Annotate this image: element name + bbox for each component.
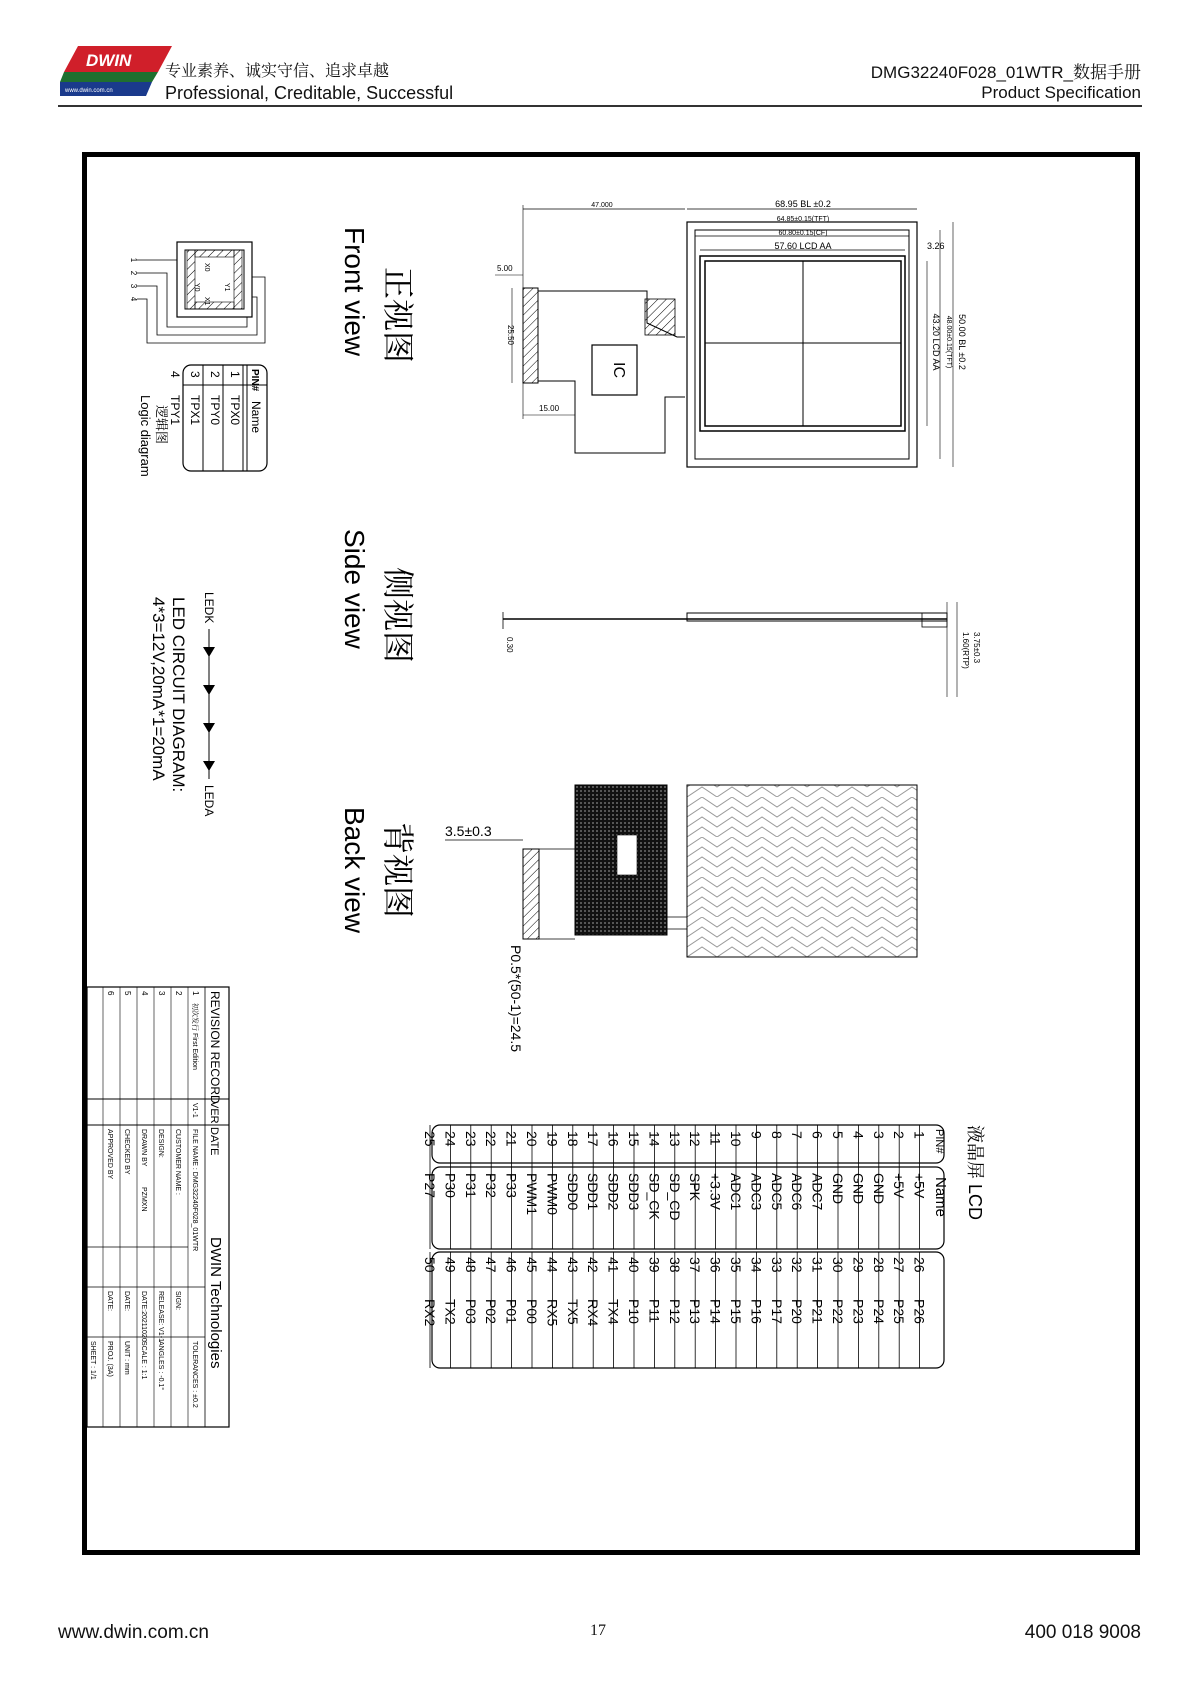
lcd-pin-36-number: 36	[707, 1257, 724, 1273]
tb-design: DESIGN:	[157, 1129, 164, 1158]
tb-rev-3: 3	[157, 991, 166, 996]
lcd-pin-32-name: P20	[789, 1299, 806, 1324]
lcd-pin-49-name: TX2	[442, 1299, 459, 1325]
lcd-pin-44-name: RX5	[544, 1299, 561, 1327]
tb-tolerances: TOLERANCES : ±0.2	[191, 1341, 198, 1408]
logic-caption-en: Logic diagram	[138, 395, 153, 477]
logic-row-1-name: TPX0	[228, 395, 242, 426]
dim-lcd-aa-height: 43.20 LCD AA	[931, 313, 941, 371]
lcd-pin-8-name: ADC5	[768, 1173, 785, 1211]
lcd-pin-7-name: ADC6	[789, 1173, 806, 1211]
tb-ver: VER	[208, 1101, 220, 1124]
lcd-pin-43-name: TX5	[564, 1299, 581, 1325]
lcd-pin-6-name: ADC7	[809, 1173, 826, 1211]
logic-label-x0: X0	[203, 263, 210, 272]
lcd-pin-23-number: 23	[462, 1131, 479, 1147]
lcd-pin-38-name: P12	[666, 1299, 683, 1324]
lcd-pin-15-number: 15	[626, 1131, 642, 1147]
lcd-pin-16-name: SDD2	[605, 1173, 622, 1211]
tb-release: RELEASE: V1-1	[157, 1291, 164, 1342]
logic-row-4-pin: 4	[168, 371, 182, 378]
dim-fpc-thickness: 0.30	[505, 637, 514, 653]
dim-fpc-tail: 15.00	[539, 404, 560, 413]
lcd-pin-22-number: 22	[483, 1131, 500, 1147]
footer-page-number: 17	[590, 1622, 606, 1639]
side-view	[339, 529, 981, 697]
lcd-pin-47-name: P02	[483, 1299, 500, 1324]
lcd-pin-18-number: 18	[564, 1131, 581, 1147]
led-leda-label: LEDA	[202, 785, 216, 817]
logo-sub: www.dwin.com.cn	[65, 88, 113, 94]
lcd-pin-11-number: 11	[707, 1131, 724, 1146]
lcd-pin-40-number: 40	[626, 1257, 642, 1273]
dim-fpc-length: 47.000	[591, 202, 613, 209]
lcd-pin-23-name: P31	[462, 1173, 479, 1198]
lcd-pin-16-number: 16	[605, 1131, 622, 1147]
tb-company: DWIN Technologies	[207, 1237, 224, 1369]
lcd-pin-9-number: 9	[748, 1131, 765, 1139]
title-block	[87, 987, 229, 1427]
tb-rev-1: 1	[191, 991, 200, 996]
tb-file-name: FILE NAME : DMG32240F028_01WTR	[191, 1129, 198, 1252]
tb-customer: CUSTOMER NAME :	[174, 1129, 181, 1195]
side-view-cn: 侧视图	[380, 567, 416, 664]
lcd-pin-17-number: 17	[585, 1131, 602, 1147]
dim-fpc-height: 25.50	[506, 324, 515, 346]
dim-lcd-aa-width: 57.60 LCD AA	[774, 241, 832, 251]
logic-pin-2: 2	[129, 270, 138, 276]
lcd-pin-15-name: SDD3	[626, 1173, 642, 1211]
lcd-pin-12-number: 12	[687, 1131, 704, 1147]
lcd-pin-29-name: P23	[850, 1299, 867, 1324]
lcd-pin-11-name: +3.3V	[707, 1173, 724, 1210]
lcd-pin-3-name: GND	[870, 1173, 887, 1205]
dim-fpc-stiffener: 3.5±0.3	[445, 823, 492, 839]
dim-total-thickness: 3.75±0.3	[972, 632, 981, 664]
tb-checked: CHECKED BY	[123, 1129, 130, 1175]
lcd-pin-35-number: 35	[728, 1257, 744, 1273]
lcd-pin-27-name: P25	[891, 1299, 908, 1324]
mechanical-drawing	[87, 157, 1135, 1550]
lcd-pin-41-number: 41	[605, 1257, 622, 1273]
lcd-pin-4-number: 4	[850, 1131, 867, 1139]
lcd-pin-4-name: GND	[850, 1173, 867, 1205]
lcd-table-title: 液晶屏 LCD	[965, 1125, 985, 1221]
back-view	[339, 785, 917, 1052]
logic-pin-4: 4	[129, 296, 138, 302]
logic-row-3-name: TPX1	[188, 395, 202, 426]
logic-row-2-name: TPY0	[208, 395, 222, 426]
doc-title: DMG32240F028_01WTR_数据手册	[870, 63, 1141, 82]
lcd-pin-28-name: P24	[870, 1299, 887, 1324]
lcd-table-name-header: Name	[932, 1177, 949, 1218]
lcd-pin-19-name: PWM0	[544, 1173, 561, 1215]
lcd-pin-13-name: SD_CD	[666, 1173, 683, 1221]
tb-unit: UNIT : mm	[123, 1341, 130, 1375]
lcd-pin-34-number: 34	[748, 1257, 765, 1273]
lcd-table-pin-header: PIN#	[933, 1129, 945, 1154]
lcd-pin-40-name: P10	[626, 1299, 642, 1324]
dim-tft-height: 48.00±0.15(TFT)	[945, 315, 952, 369]
lcd-pin-29-number: 29	[850, 1257, 867, 1273]
tb-approved: APPROVED BY	[106, 1129, 113, 1180]
lcd-pin-14-name: SD_CK	[646, 1173, 663, 1220]
logic-label-y1: Y1	[223, 283, 230, 292]
logic-pin-1: 1	[129, 257, 138, 263]
led-circuit-spec: 4*3=12V,20mA*1=20mA	[149, 597, 168, 781]
logic-row-2-pin: 2	[208, 371, 222, 378]
lcd-pin-12-name: SPK	[687, 1173, 704, 1202]
dim-cf-width: 60.80±0.15(CF)	[778, 230, 828, 237]
lcd-pin-8-number: 8	[768, 1131, 785, 1139]
lcd-pin-30-name: P22	[830, 1299, 846, 1324]
front-view-en: Front view	[339, 227, 370, 357]
lcd-pin-46-name: P01	[503, 1299, 520, 1324]
dim-pin-pitch: P0.5*(50-1)=24.5	[508, 945, 524, 1053]
lcd-pin-10-number: 10	[728, 1131, 744, 1147]
lcd-pin-44-number: 44	[544, 1257, 561, 1273]
tb-drawn: DRAWN BY	[140, 1129, 147, 1167]
lcd-pin-38-number: 38	[666, 1257, 683, 1273]
lcd-pin-26-number: 26	[911, 1257, 928, 1273]
lcd-pin-26-name: P26	[911, 1299, 928, 1324]
footer-website[interactable]: www.dwin.com.cn	[58, 1622, 209, 1643]
tb-rev-4: 4	[140, 991, 149, 996]
lcd-pin-48-number: 48	[462, 1257, 479, 1273]
lcd-pin-31-name: P21	[809, 1299, 826, 1324]
lcd-pin-46-number: 46	[503, 1257, 520, 1273]
lcd-pin-24-name: P30	[442, 1173, 459, 1198]
logic-caption-cn: 逻辑图	[154, 405, 169, 445]
touch-logic-diagram	[129, 242, 267, 477]
lcd-pin-24-number: 24	[442, 1131, 459, 1147]
lcd-pin-50-name: RX2	[422, 1299, 438, 1327]
lcd-pin-32-number: 32	[789, 1257, 806, 1273]
lcd-pin-7-number: 7	[789, 1131, 806, 1139]
lcd-pin-9-name: ADC3	[748, 1173, 765, 1211]
tb-date-value: DATE:20211020	[140, 1291, 147, 1342]
tb-proj: PROJ. (3A)	[106, 1341, 113, 1377]
lcd-pin-table	[422, 1125, 985, 1368]
dim-fpc-offset: 5.00	[497, 264, 513, 273]
lcd-pin-14-number: 14	[646, 1131, 663, 1147]
lcd-pin-3-number: 3	[870, 1131, 887, 1139]
lcd-pin-49-number: 49	[442, 1257, 459, 1273]
led-ledk-label: LEDK	[202, 592, 216, 624]
lcd-pin-47-number: 47	[483, 1257, 500, 1273]
lcd-pin-28-number: 28	[870, 1257, 887, 1273]
slogan-en: Professional, Creditable, Successful	[165, 83, 454, 103]
lcd-pin-43-number: 43	[564, 1257, 581, 1273]
lcd-pin-22-name: P32	[483, 1173, 500, 1198]
lcd-pin-21-name: P33	[503, 1173, 520, 1198]
lcd-pin-39-number: 39	[646, 1257, 663, 1273]
dwin-logo	[60, 46, 172, 104]
logic-table-pin-header: PIN#	[249, 369, 260, 392]
tb-rev-5: 5	[123, 991, 132, 996]
dim-offset: 3.26	[927, 241, 945, 251]
lcd-pin-45-name: P00	[524, 1299, 540, 1324]
led-circuit-title: LED CIRCUIT DIAGRAM:	[169, 597, 188, 793]
lcd-pin-27-number: 27	[891, 1257, 908, 1273]
footer-phone: 400 018 9008	[1024, 1622, 1141, 1643]
lcd-pin-39-name: P11	[646, 1299, 663, 1323]
lcd-pin-33-number: 33	[768, 1257, 785, 1273]
lcd-pin-13-number: 13	[666, 1131, 683, 1147]
lcd-pin-2-number: 2	[891, 1131, 908, 1139]
lcd-pin-5-name: GND	[830, 1173, 846, 1205]
lcd-pin-50-number: 50	[422, 1257, 438, 1273]
doc-subtitle: Product Specification	[981, 83, 1141, 102]
drawing-frame	[82, 152, 1140, 1555]
led-circuit-diagram	[149, 592, 216, 816]
lcd-pin-20-name: PWM1	[524, 1173, 540, 1215]
lcd-pin-45-number: 45	[524, 1257, 540, 1273]
front-view-cn: 正视图	[380, 267, 416, 364]
lcd-pin-35-name: P15	[728, 1299, 744, 1324]
lcd-pin-1-name: +5V	[911, 1173, 928, 1199]
lcd-pin-37-number: 37	[687, 1257, 704, 1273]
front-view	[339, 199, 967, 467]
lcd-pin-36-name: P14	[707, 1299, 724, 1324]
tb-drawn-name: PZMXN	[140, 1187, 147, 1212]
lcd-pin-37-name: P13	[687, 1299, 704, 1324]
tb-date3: DATE:	[106, 1291, 113, 1312]
lcd-pin-6-number: 6	[809, 1131, 826, 1139]
logic-row-1-pin: 1	[228, 371, 242, 378]
logic-table-name-header: Name	[249, 401, 263, 434]
tb-rev-6: 6	[106, 991, 115, 996]
logic-pin-3: 3	[129, 283, 138, 289]
tb-rev1-ver: V1-1	[191, 1103, 198, 1118]
lcd-pin-48-name: P03	[462, 1299, 479, 1324]
logic-label-y0: Y0	[193, 283, 200, 292]
logic-label-x1: X1	[203, 297, 210, 306]
lcd-pin-25-name: P27	[422, 1173, 438, 1198]
lcd-pin-25-number: 25	[422, 1131, 438, 1147]
logic-row-3-pin: 3	[188, 371, 202, 378]
slogan-cn: 专业素养、诚实守信、追求卓越	[165, 61, 390, 80]
back-view-cn: 背视图	[380, 822, 416, 919]
tb-sheet: SHEET : 1/1	[89, 1341, 96, 1380]
lcd-pin-31-number: 31	[809, 1257, 826, 1273]
tb-scale: SCALE : 1:1	[140, 1341, 147, 1380]
dim-tft-width: 64.85±0.15(TFT)	[776, 216, 830, 223]
tb-rev-2: 2	[174, 991, 183, 996]
header-divider	[58, 105, 1142, 107]
lcd-pin-10-name: ADC1	[728, 1173, 744, 1211]
lcd-pin-1-number: 1	[911, 1131, 928, 1139]
lcd-pin-18-name: SDD0	[564, 1173, 581, 1211]
lcd-pin-5-number: 5	[830, 1131, 846, 1139]
lcd-pin-19-number: 19	[544, 1131, 561, 1147]
dim-rtp-thickness: 1.60(RTP)	[961, 632, 970, 669]
dim-bl-height: 50.00 BL ±0.2	[957, 314, 967, 370]
tb-revision-record: REVISION RECORD	[208, 991, 222, 1104]
tb-sign: SIGN:	[174, 1291, 181, 1311]
tb-angles: ANGLES : -0.1°	[157, 1341, 164, 1391]
lcd-pin-42-name: RX4	[585, 1299, 602, 1327]
back-view-en: Back view	[339, 807, 370, 934]
tb-date: DATE	[208, 1127, 220, 1156]
lcd-pin-42-number: 42	[585, 1257, 602, 1273]
lcd-pin-33-name: P17	[768, 1299, 785, 1324]
lcd-pin-41-name: TX4	[605, 1299, 622, 1325]
lcd-pin-2-name: +5V	[891, 1173, 908, 1199]
tb-rev1-text: 初次发行 First Edition	[191, 1003, 198, 1070]
dim-bl-width: 68.95 BL ±0.2	[775, 199, 831, 209]
lcd-pin-20-number: 20	[524, 1131, 540, 1147]
tb-date2: DATE:	[123, 1291, 130, 1312]
side-view-en: Side view	[339, 529, 370, 649]
lcd-pin-17-name: SDD1	[585, 1173, 602, 1211]
lcd-pin-30-number: 30	[830, 1257, 846, 1273]
ic-label: IC	[610, 362, 627, 378]
logic-row-4-name: TPY1	[168, 395, 182, 426]
lcd-pin-34-name: P16	[748, 1299, 765, 1324]
lcd-pin-21-number: 21	[503, 1131, 520, 1147]
logo-text: DWIN	[86, 51, 132, 70]
